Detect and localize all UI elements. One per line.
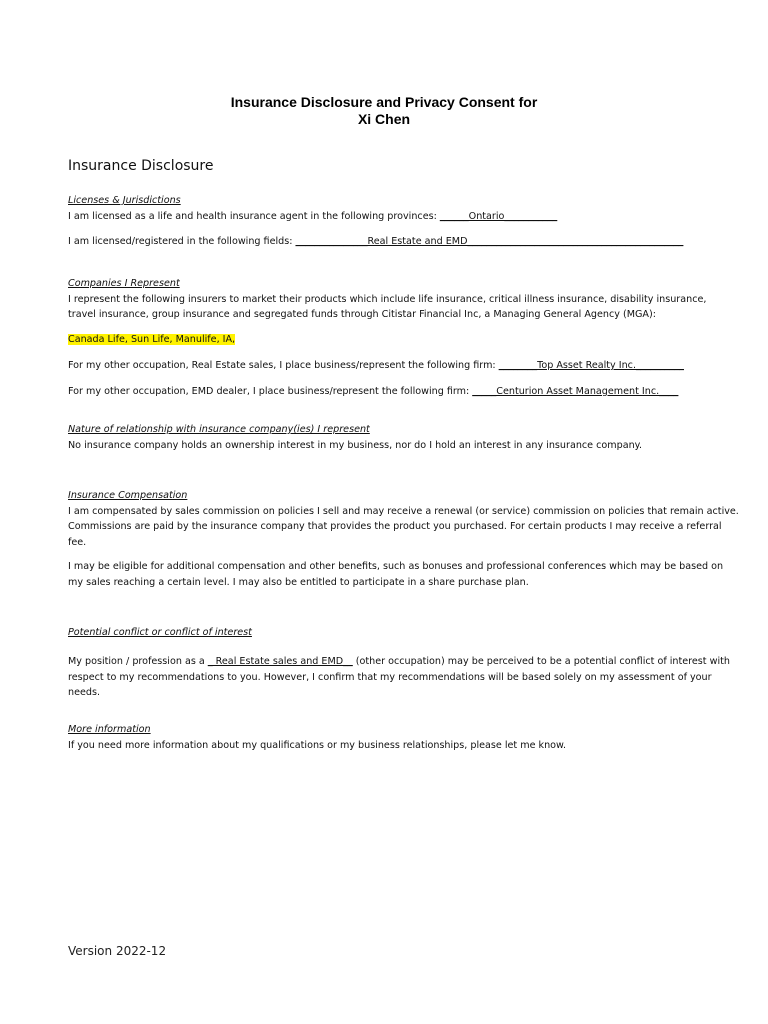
provinces-value: ______Ontario___________ [439, 210, 558, 222]
compensation-p1-line-1: I am compensated by sales commission on policies I sell and may receive a renewal (or service) commission on policies that remain active. [68, 505, 739, 517]
compensation-p1-line-2: Commissions are paid by the insurance company that provides the product you purchased. For certain products I may receive a referral [68, 521, 722, 532]
insurers-highlighted: Canada Life, Sun Life, Manulife, IA, [68, 334, 236, 345]
more-info-heading: More information [68, 724, 151, 735]
conflict-suffix: (other occupation) may be perceived to be a potential conflict of interest with [352, 656, 730, 667]
compensation-p2 [68, 559, 724, 590]
fields-line [68, 234, 708, 250]
conflict-section [68, 625, 708, 641]
companies-section [68, 276, 708, 323]
emd-line [68, 384, 708, 400]
compensation-p1-line-3: fee. [68, 536, 87, 548]
real-estate-line [68, 358, 708, 374]
nature-section [68, 422, 708, 453]
conflict-heading: Potential conflict or conflict of interest [68, 627, 252, 638]
compensation-p2-line-1: I may be eligible for additional compensation and other benefits, such as bonuses and professional conferences which may be based on [68, 561, 724, 572]
conflict-text [68, 654, 730, 701]
nature-heading: Nature of relationship with insurance company(ies) I represent [68, 424, 370, 435]
title-line-1: Insurance Disclosure and Privacy Consent for [230, 94, 538, 110]
licenses-section [68, 193, 708, 224]
companies-text-line-1: I represent the following insurers to market their products which include life insurance, critical illness insurance, disability insurance, [68, 293, 707, 305]
fields-prefix: I am licensed/registered in the following fields: [68, 236, 296, 247]
fields-section [68, 234, 708, 250]
nature-text: No insurance company holds an ownership interest in my business, nor do I hold an interest in any insurance company. [68, 439, 643, 451]
conflict-occupation: _ Real Estate sales and EMD__ [207, 656, 353, 667]
document-title [0, 94, 768, 128]
licenses-heading: Licenses & Jurisdictions [68, 195, 181, 206]
conflict-line-2: respect to my recommendations to you. However, I confirm that my recommendations will be based solely on my assessment of your [68, 671, 712, 683]
emd-firm: _____Centurion Asset Management Inc.____ [472, 386, 679, 397]
more-info-section [68, 722, 708, 753]
real-estate-block [68, 358, 708, 374]
emd-prefix: For my other occupation, EMD dealer, I place business/represent the following firm: [68, 386, 473, 397]
conflict-line-3: needs. [68, 687, 101, 698]
section-heading-insurance-disclosure: Insurance Disclosure [68, 158, 214, 174]
more-info-text: If you need more information about my qualifications or my business relationships, please let me know. [68, 739, 567, 751]
insurers-block [68, 332, 708, 348]
title-line-2: Xi Chen [357, 111, 411, 127]
emd-block [68, 384, 708, 400]
conflict-line-1 [68, 654, 730, 670]
compensation-section [68, 488, 739, 550]
companies-heading: Companies I Represent [68, 278, 180, 289]
companies-text-line-2: travel insurance, group insurance and segregated funds through Citistar Financial Inc, a Managing General Agency (MGA): [68, 309, 656, 320]
real-estate-prefix: For my other occupation, Real Estate sales, I place business/represent the following firm: [68, 360, 499, 371]
real-estate-firm: ________Top Asset Realty Inc.__________ [498, 360, 684, 371]
fields-value: _______________Real Estate and EMD_____________________________________________ [295, 236, 684, 247]
version-footer: Version 2022-12 [68, 944, 167, 958]
provinces-prefix: I am licensed as a life and health insurance agent in the following provinces: [68, 210, 440, 222]
compensation-heading: Insurance Compensation [68, 490, 188, 501]
compensation-p2-line-2: my sales reaching a certain level. I may also be entitled to participate in a share purchase plan. [68, 576, 529, 588]
provinces-line [68, 209, 708, 225]
conflict-prefix: My position / profession as a [68, 656, 208, 667]
